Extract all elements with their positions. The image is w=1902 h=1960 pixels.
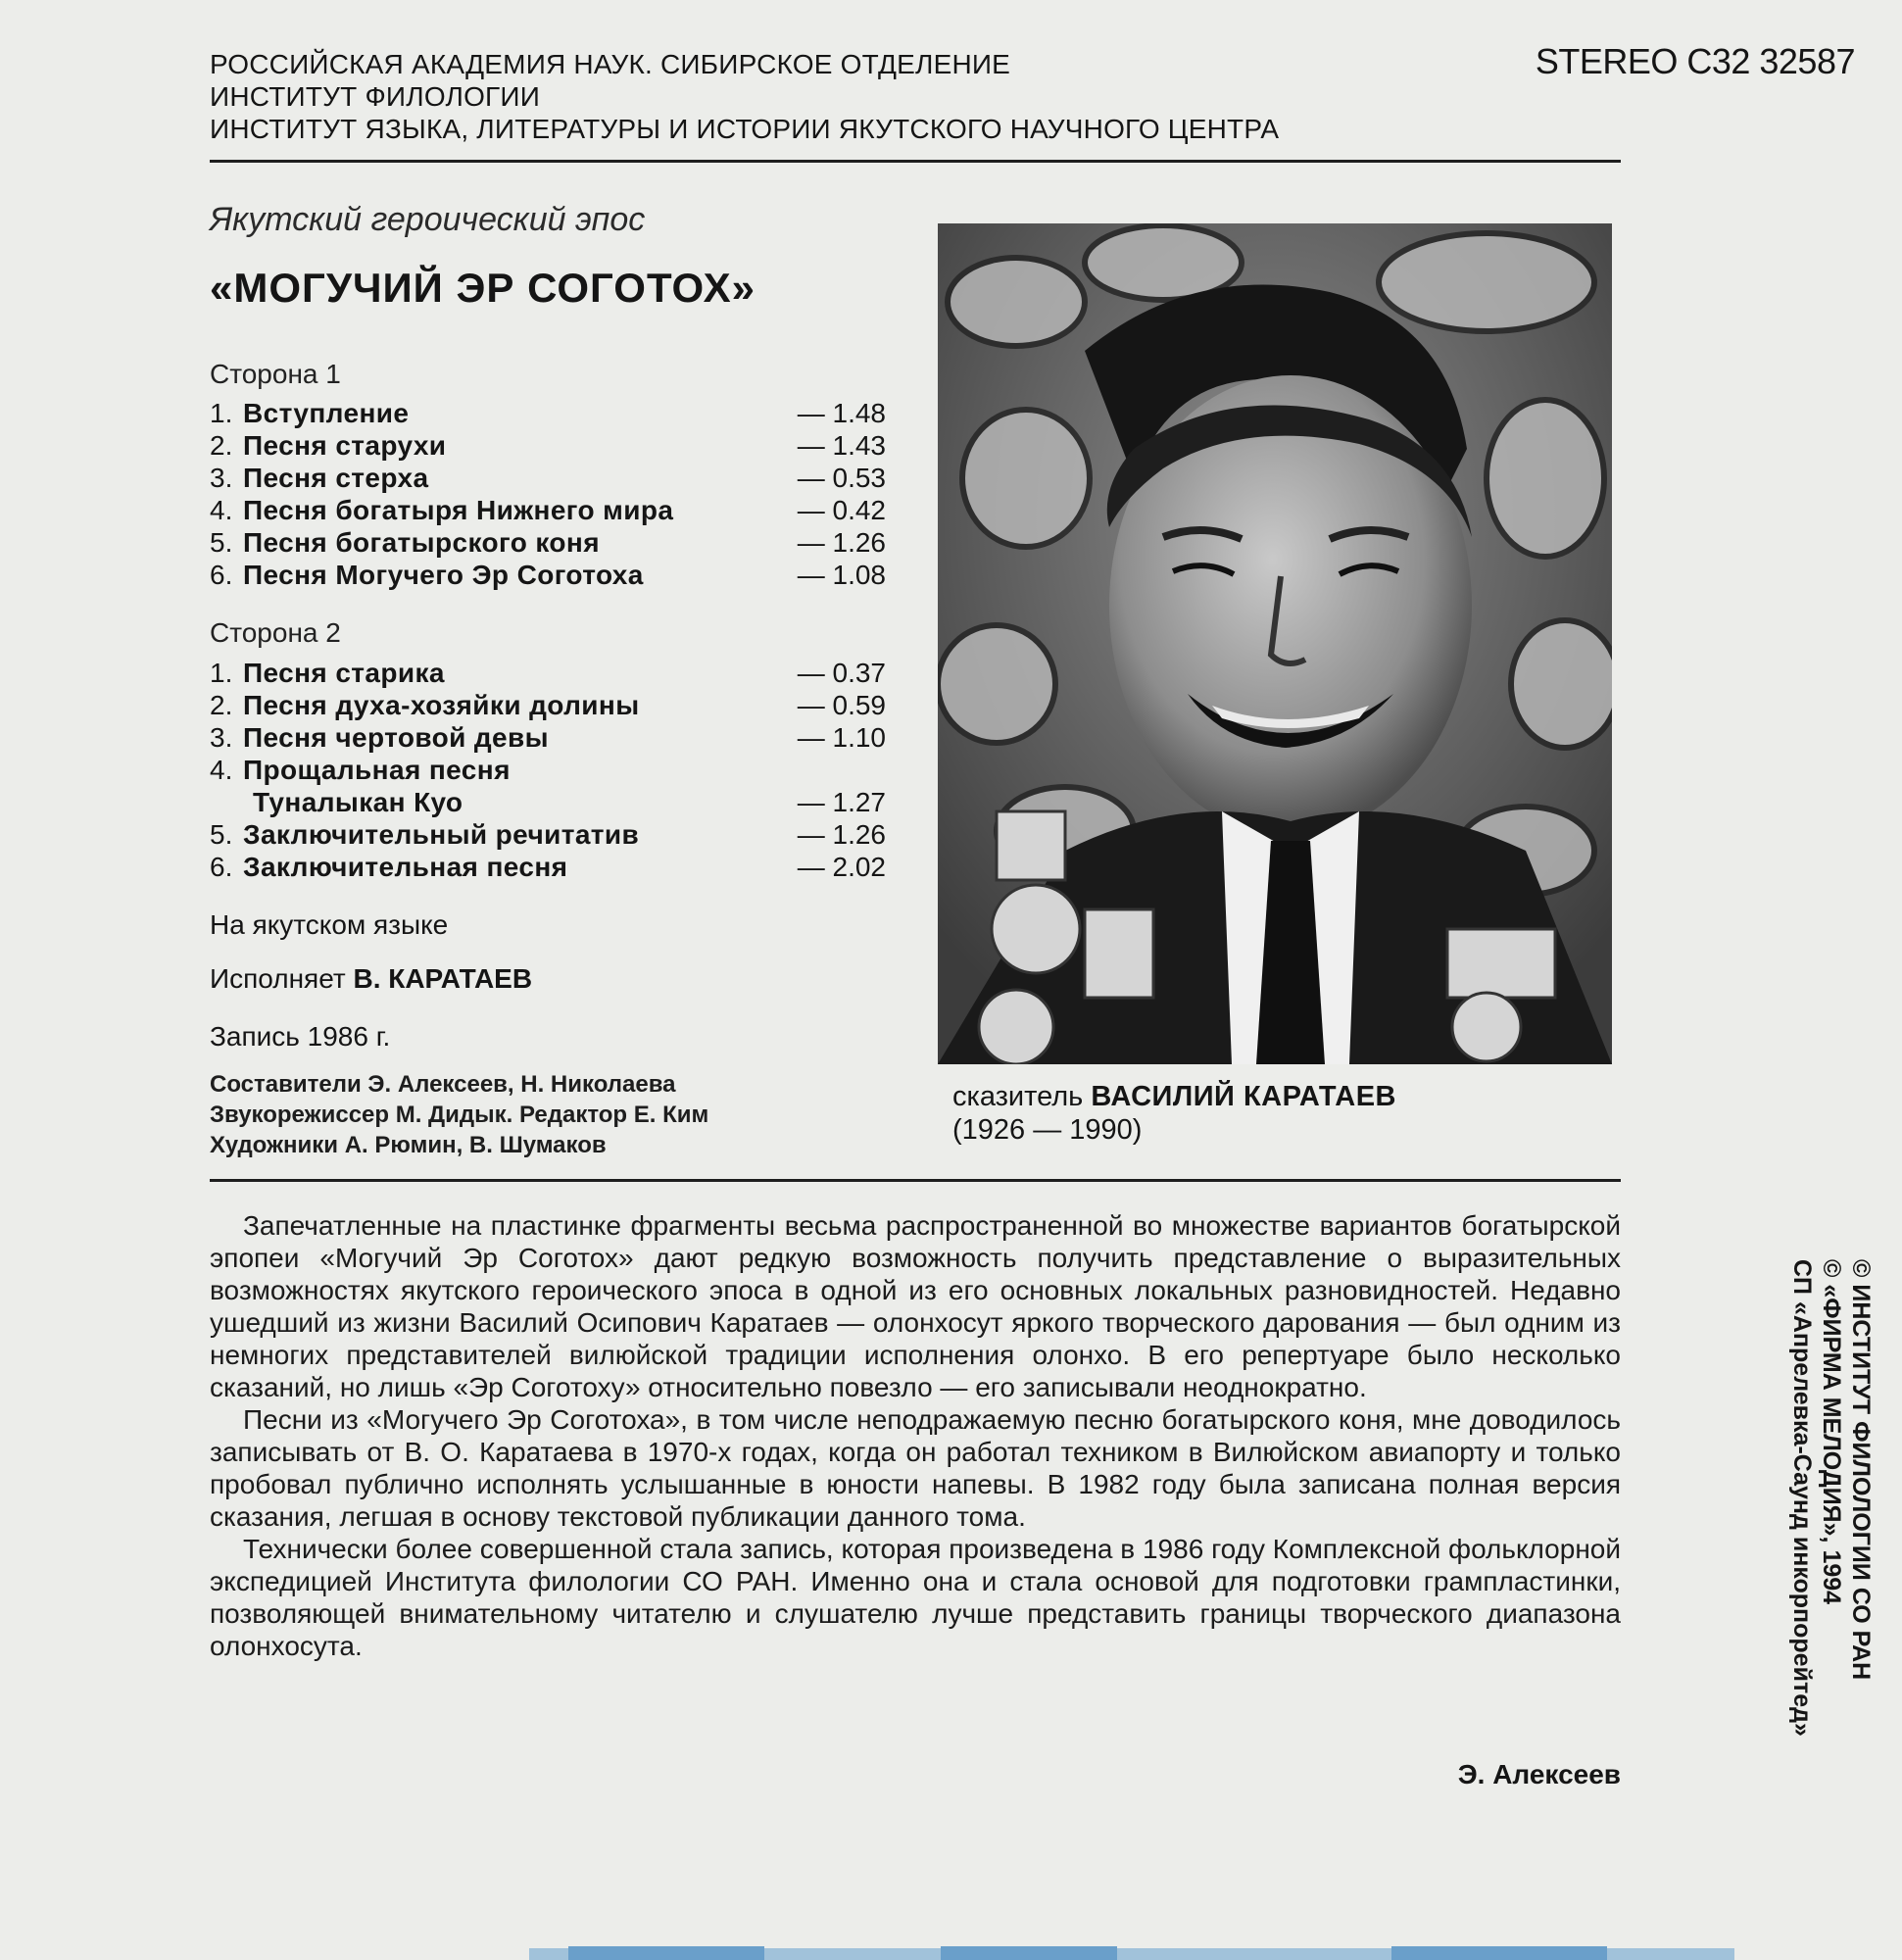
track-row xyxy=(210,721,886,754)
institution-header xyxy=(210,48,1279,145)
track-duration: — 0.53 xyxy=(797,463,886,493)
track-number: 6. xyxy=(210,560,233,590)
recording-year: Запись 1986 г. xyxy=(210,1021,391,1052)
track-duration: — 1.26 xyxy=(797,819,886,850)
track-duration: — 1.48 xyxy=(797,398,886,428)
institution-line: РОССИЙСКАЯ АКАДЕМИЯ НАУК. СИБИРСКОЕ ОТДЕЛЕНИЕ xyxy=(210,49,1011,79)
performer-label: Исполняет xyxy=(210,963,346,994)
storyteller-portrait xyxy=(938,223,1612,1064)
track-number: 6. xyxy=(210,852,233,882)
track-title: Песня старика xyxy=(243,658,445,688)
language-note: На якутском языке xyxy=(210,909,449,940)
track-number: 2. xyxy=(210,690,233,720)
track-duration: — 1.26 xyxy=(797,527,886,558)
track-row xyxy=(210,494,886,526)
track-title: Песня богатырского коня xyxy=(243,527,600,558)
track-number: 4. xyxy=(210,495,233,525)
track-title: Песня Могучего Эр Соготоха xyxy=(243,560,644,590)
track-title: Вступление xyxy=(243,398,410,428)
institution-line: ИНСТИТУТ ФИЛОЛОГИИ xyxy=(210,81,541,112)
liner-paragraph: Запечатленные на пластинке фрагменты весьма распространенной во множестве вариантов богатырской эпопеи «Могучий Эр Соготох» дают редкую возможность получить представление о выразительных возможностях якутского героического эпоса в одной из его основных локальных разновидностей. Недавно ушедший из жизни Василий Осипович Каратаев — олонхосут яркого творческого дарования — был одним из немногих представителей вилюйской традиции исполнения олонхо. В его репертуаре было несколько сказаний, но лишь «Эр Соготоху» относительно повезло — его записывали неоднократно. xyxy=(210,1210,1621,1402)
liner-paragraph: Технически более совершенной стала запись, которая произведена в 1986 году Комплексной фольклорной экспедицией Института филологии СО РАН. Именно она и стала основой для подготовки грампластинки, позволяющей внимательному читателю и слушателю лучше представить границы творческого диапазона олонхосута. xyxy=(210,1534,1621,1661)
divider-middle xyxy=(210,1179,1621,1182)
track-title: Прощальная песня xyxy=(243,755,511,785)
credits-line: Звукорежиссер М. Дидык. Редактор Е. Ким xyxy=(210,1102,709,1128)
track-row xyxy=(210,429,886,462)
side-1-tracklist xyxy=(210,397,886,591)
side-2-heading: Сторона 2 xyxy=(210,617,341,648)
credits-line: Составители Э. Алексеев, Н. Николаева xyxy=(210,1071,676,1098)
track-row xyxy=(210,754,886,786)
portrait-drawing xyxy=(938,223,1612,1064)
side-1-heading: Сторона 1 xyxy=(210,359,341,389)
track-number: 3. xyxy=(210,722,233,753)
track-title: Песня духа-хозяйки долины xyxy=(243,690,640,720)
track-row xyxy=(210,818,886,851)
track-number: 1. xyxy=(210,658,233,688)
bottom-edge-strip xyxy=(529,1940,1734,1960)
track-number: 5. xyxy=(210,819,233,850)
track-number: 3. xyxy=(210,463,233,493)
copyright-block xyxy=(1768,1259,1876,1808)
track-duration: — 0.42 xyxy=(797,495,886,525)
track-duration: — 1.27 xyxy=(797,787,886,817)
track-number: 5. xyxy=(210,527,233,558)
liner-notes xyxy=(210,1209,1621,1662)
track-title: Туналыкан Куо xyxy=(253,787,463,817)
track-row xyxy=(210,397,886,429)
copyright-line: СП «Апрелевка-Саунд инкорпорейтед» xyxy=(1788,1259,1816,1737)
track-title: Заключительный речитатив xyxy=(243,819,640,850)
side-2-tracklist xyxy=(210,657,886,883)
copyright-line: © ИНСТИТУТ ФИЛОЛОГИИ СО РАН xyxy=(1847,1259,1875,1681)
album-title: «МОГУЧИЙ ЭР СОГОТОХ» xyxy=(210,265,756,311)
track-number: 4. xyxy=(210,755,233,785)
track-title: Песня стерха xyxy=(243,463,429,493)
liner-paragraph: Песни из «Могучего Эр Соготоха», в том числе неподражаемую песню богатырского коня, мне доводилось записывать от В. О. Каратаева в 1970-х годах, когда он работал техником в Вилюйском авиапорту и только пробовал публично исполнять услышанные в юности напевы. В 1982 году была записана полная версия сказания, легшая в основу текстовой публикации данного тома. xyxy=(210,1404,1621,1532)
track-duration: — 1.10 xyxy=(797,722,886,753)
caption-name: ВАСИЛИЙ КАРАТАЕВ xyxy=(1091,1081,1396,1112)
track-title: Песня чертовой девы xyxy=(243,722,549,753)
credits-block xyxy=(210,1069,708,1160)
copyright-line: © «ФИРМА МЕЛОДИЯ», 1994 xyxy=(1818,1259,1845,1605)
divider-top xyxy=(210,160,1621,163)
institution-line: ИНСТИТУТ ЯЗЫКА, ЛИТЕРАТУРЫ И ИСТОРИИ ЯКУТСКОГО НАУЧНОГО ЦЕНТРА xyxy=(210,114,1280,144)
track-duration: — 0.59 xyxy=(797,690,886,720)
credits-line: Художники А. Рюмин, В. Шумаков xyxy=(210,1132,607,1158)
track-row xyxy=(210,657,886,689)
track-duration: — 1.08 xyxy=(797,560,886,590)
track-row xyxy=(210,526,886,559)
track-title: Заключительная песня xyxy=(243,852,568,882)
catalog-number: STEREO C32 32587 xyxy=(1535,41,1855,81)
caption-name-line xyxy=(952,1080,1396,1113)
track-duration: — 1.43 xyxy=(797,430,886,461)
track-row xyxy=(210,462,886,494)
track-title: Песня богатыря Нижнего мира xyxy=(243,495,674,525)
performer-name: В. КАРАТАЕВ xyxy=(353,963,533,994)
notes-author: Э. Алексеев xyxy=(1457,1759,1621,1789)
track-title: Песня старухи xyxy=(243,430,447,461)
album-subtitle: Якутский героический эпос xyxy=(210,201,646,238)
track-number: 2. xyxy=(210,430,233,461)
track-row xyxy=(210,559,886,591)
caption-label: сказитель xyxy=(952,1081,1084,1112)
track-duration: — 0.37 xyxy=(797,658,886,688)
track-row-continued xyxy=(210,786,886,818)
caption-years: (1926 — 1990) xyxy=(952,1114,1143,1146)
portrait-caption xyxy=(952,1080,1396,1147)
track-number: 1. xyxy=(210,398,233,428)
track-row xyxy=(210,851,886,883)
track-duration: — 2.02 xyxy=(797,852,886,882)
track-row xyxy=(210,689,886,721)
performer-line xyxy=(210,963,532,995)
